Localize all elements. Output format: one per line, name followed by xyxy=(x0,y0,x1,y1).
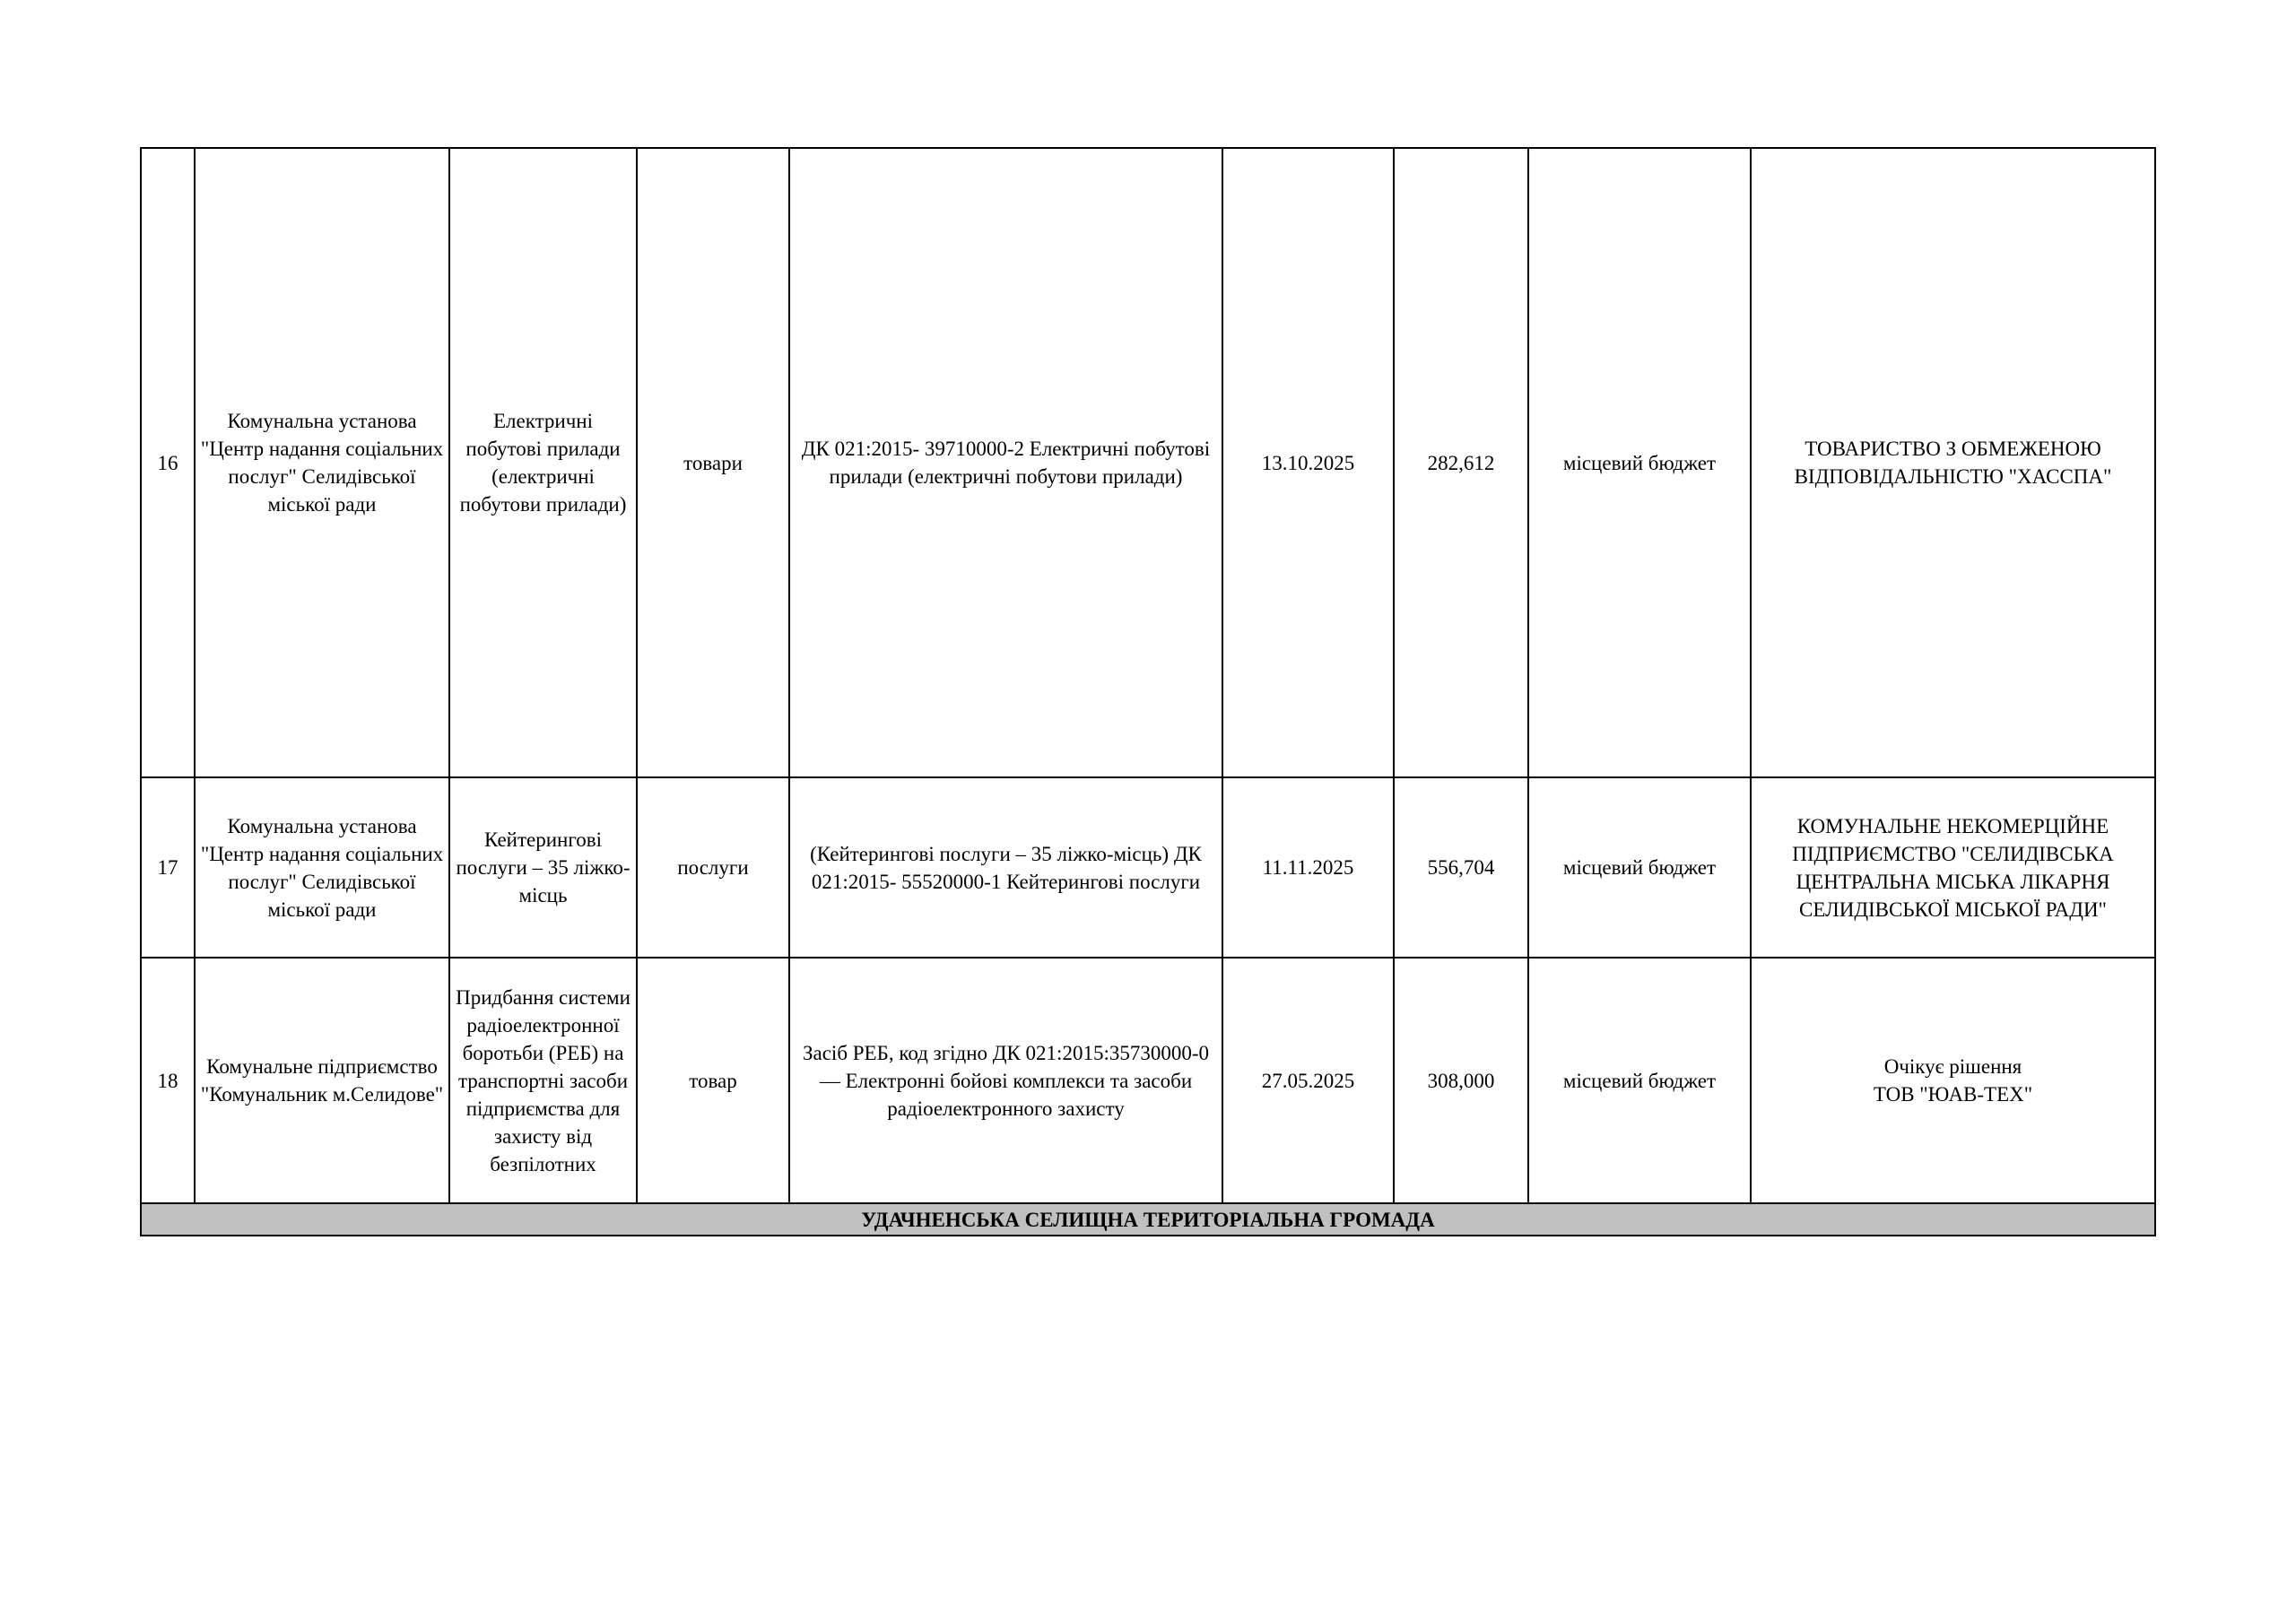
amount-text: 308,000 xyxy=(1427,1069,1495,1092)
amount-text: 282,612 xyxy=(1427,451,1495,474)
supplier-text: ТОВАРИСТВО З ОБМЕЖЕНОЮ ВІДПОВІДАЛЬНІСТЮ "ХАССПА" xyxy=(1794,438,2112,488)
table-row xyxy=(141,958,2155,1203)
customer-cell xyxy=(195,777,449,958)
date-cell xyxy=(1222,148,1394,777)
date-text: 27.05.2025 xyxy=(1261,1069,1355,1092)
section-title: УДАЧНЕНСЬКА СЕЛИЩНА ТЕРИТОРІАЛЬНА ГРОМАДА xyxy=(141,1203,2155,1236)
kind-cell xyxy=(637,777,789,958)
date-cell xyxy=(1222,958,1394,1203)
kind-cell xyxy=(637,958,789,1203)
procurement-table-page xyxy=(140,147,2156,1236)
procurement-table xyxy=(140,147,2156,1236)
subject-cell xyxy=(449,958,637,1203)
row-number-cell xyxy=(141,958,195,1203)
supplier-cell xyxy=(1751,958,2155,1203)
amount-cell xyxy=(1394,777,1528,958)
amount-cell xyxy=(1394,148,1528,777)
source-text: місцевий бюджет xyxy=(1562,451,1717,474)
kind-text: послуги xyxy=(677,856,749,879)
customer-text: Комунальне підприємство "Комунальник м.Селидове" xyxy=(200,1055,444,1106)
amount-text: 556,704 xyxy=(1427,856,1495,879)
date-cell xyxy=(1222,777,1394,958)
row-number: 17 xyxy=(157,856,178,879)
supplier-text: КОМУНАЛЬНЕ НЕКОМЕРЦІЙНЕ ПІДПРИЄМСТВО "СЕЛИДІВСЬКА ЦЕНТРАЛЬНА МІСЬКА ЛІКАРНЯ СЕЛИДІВСЬКОЇ МІСЬКОЇ РАДИ" xyxy=(1792,814,2114,921)
table-row xyxy=(141,777,2155,958)
customer-cell xyxy=(195,958,449,1203)
date-text: 13.10.2025 xyxy=(1261,451,1355,474)
classifier-cell xyxy=(789,148,1222,777)
date-text: 11.11.2025 xyxy=(1262,856,1354,879)
classifier-cell xyxy=(789,958,1222,1203)
row-number: 18 xyxy=(157,1069,178,1092)
supplier-cell xyxy=(1751,148,2155,777)
classifier-text: (Кейтерингові послуги – 35 ліжко-місць) ДК 021:2015- 55520000-1 Кейтерингові послуги xyxy=(810,842,1202,893)
subject-text: Придбання системи радіоелектронної боротьби (РЕБ) на транспортні засоби підприємства для захисту від безпілотних xyxy=(456,985,631,1175)
subject-text: Електричні побутові прилади (електричні побутови прилади) xyxy=(459,410,627,516)
section-header-row xyxy=(141,1203,2155,1236)
subject-cell xyxy=(449,148,637,777)
source-text: місцевий бюджет xyxy=(1562,856,1717,879)
classifier-text: Засіб РЕБ, код згідно ДК 021:2015:35730000-0 — Електронні бойові комплекси та засоби радіоелектронного захисту xyxy=(802,1041,1209,1120)
source-cell xyxy=(1528,148,1751,777)
supplier-cell xyxy=(1751,777,2155,958)
row-number-cell xyxy=(141,148,195,777)
table-row xyxy=(141,148,2155,777)
customer-cell xyxy=(195,148,449,777)
kind-text: товар xyxy=(689,1069,737,1092)
classifier-cell xyxy=(789,777,1222,958)
kind-text: товари xyxy=(683,451,743,474)
customer-text: Комунальна установа "Центр надання соціальних послуг" Селидівської міської ради xyxy=(200,814,444,921)
row-number: 16 xyxy=(157,451,178,474)
supplier-status xyxy=(1755,1053,2151,1108)
classifier-text: ДК 021:2015- 39710000-2 Електричні побутові прилади (електричні побутови прилади) xyxy=(801,438,1211,488)
amount-cell xyxy=(1394,958,1528,1203)
subject-clip xyxy=(454,958,632,1202)
supplier-text: ТОВ "ЮАВ-ТЕХ" xyxy=(1873,1083,2033,1106)
subject-cell xyxy=(449,777,637,958)
source-text: місцевий бюджет xyxy=(1562,1069,1717,1092)
subject-text: Кейтерингові послуги – 35 ліжко-місць xyxy=(456,828,631,906)
source-cell xyxy=(1528,777,1751,958)
row-number-cell xyxy=(141,777,195,958)
kind-cell xyxy=(637,148,789,777)
customer-text: Комунальна установа "Центр надання соціальних послуг" Селидівської міської ради xyxy=(200,410,444,516)
source-cell xyxy=(1528,958,1751,1203)
supplier-status-text: Очікує рішення xyxy=(1883,1055,2022,1078)
